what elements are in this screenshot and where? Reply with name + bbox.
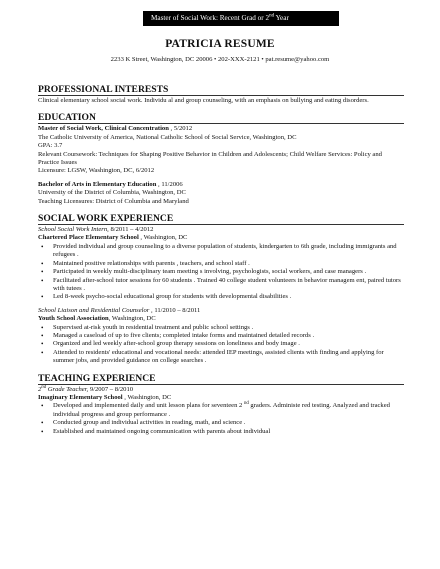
job2-role-line — [38, 307, 404, 315]
teach-role — [38, 386, 88, 393]
section-heading-interests: PROFESSIONAL INTERESTS — [38, 84, 404, 96]
msw-degree — [38, 125, 404, 133]
list-item: • Managed a caseload of up to five clients; completed intake forms and maintained detailed records . — [38, 332, 404, 340]
ba-school: University of the District of Columbia, Washington, DC — [38, 189, 186, 197]
interests-text: Clinical elementary school social work. Individu al and group counseling, with an emphasis on bullying and eating disorders. — [38, 97, 369, 104]
list-item: • Maintained positive relationships with parents , teachers, and school staff . — [38, 260, 404, 268]
msw-licensure: Licensure: LGSW, Washington, DC, 6/2012 — [38, 167, 155, 175]
resume-body — [38, 84, 404, 436]
job2-location: , Washington, DC — [108, 315, 156, 323]
list-item — [38, 402, 404, 419]
teach-bullets — [38, 402, 404, 436]
ba-degree — [38, 181, 404, 189]
job2-bullets — [38, 324, 404, 366]
teach-bullet1-sup: nd — [243, 401, 249, 407]
msw-coursework: Relevant Coursework: Techniques for Shaping Positive Behavior in Children and Adolescents; Child Welfare Services: Policy and Practice Issues — [38, 150, 382, 167]
teach-date: 9/2007 – 8/2010 — [88, 385, 134, 393]
job1-org-line — [38, 234, 404, 242]
job1-bullets — [38, 243, 404, 302]
teach-bullet1-b: graders. Administe red testing. Analyzed and tracked individual progress and group performance . — [53, 402, 390, 418]
banner-tail: Year — [274, 14, 289, 22]
job1-date: 8/2011 – 4/2012 — [108, 226, 154, 234]
contact-line: 2233 K Street, Washington, DC 20006 • 202-XXX-2121 • pat.resume@yahoo.com — [110, 56, 330, 63]
teach-role-number: 2 — [38, 385, 42, 393]
ba-licensure: Teaching Licensures: District of Columbia and Maryland — [38, 197, 189, 205]
job2-date: 11/2010 – 8/2011 — [152, 306, 201, 314]
job2-org-line — [38, 315, 404, 323]
msw-school: The Catholic University of America, National Catholic School of Social Service, Washington, DC — [38, 133, 297, 141]
section-heading-social-work: SOCIAL WORK EXPERIENCE — [38, 213, 404, 225]
teach-role-line — [38, 386, 404, 394]
section-heading-teaching: TEACHING EXPERIENCE — [38, 373, 404, 385]
list-item: • Led 8-week psycho-social educational group for students with developmental disabilities . — [38, 293, 404, 301]
job2-org: Youth School Association — [38, 315, 109, 323]
teach-role-text: Grade Teacher, — [46, 385, 89, 393]
teach-location: , Washington, DC — [122, 393, 172, 401]
ba-title: Bachelor of Arts in Elementary Education — [38, 180, 157, 188]
list-item: • Participated in weekly multi-disciplinary team meeting s involving, psychologists, social workers, and case managers . — [38, 268, 404, 276]
msw-gpa: GPA: 3.7 — [38, 142, 63, 150]
job1-location: , Washington, DC — [138, 234, 188, 242]
job1-role: School Social Work Intern, — [38, 226, 109, 234]
banner-superscript: nd — [269, 13, 275, 19]
list-item: • Conducted group and individual activities in reading, math, and science . — [38, 419, 404, 427]
list-item: • Supervised at-risk youth in residential treatment and public school settings . — [38, 324, 404, 332]
banner-text: Master of Social Work: Recent Grad or 2 — [151, 14, 270, 22]
ba-date: , 11/2006 — [156, 180, 183, 188]
list-item: • Facilitated after-school tutor sessions for 60 students . Trained 40 college student volunteers in behavior managem ent, paired tutors with tutees . — [38, 277, 404, 294]
job1-role-line — [38, 226, 404, 234]
list-item: • Organized and led weekly after-school group therapy sessions on loneliness and body image . — [38, 340, 404, 348]
teach-org: Imaginary Elementary School — [38, 393, 123, 401]
msw-date: , 5/2012 — [168, 125, 193, 133]
list-item: • Attended to residents' educational and vocational needs: attended IEP meetings, assisted clients with finding and applying for summer jobs, and provided guidance on college searches . — [38, 349, 404, 366]
teach-role-sup: nd — [41, 384, 47, 390]
msw-title: Master of Social Work, Clinical Concentration — [38, 125, 169, 133]
list-item: • Provided individual and group counseling to a diverse population of students, kindergarten to 6th grade, including immigrants and refugees . — [38, 243, 404, 260]
section-heading-education: EDUCATION — [38, 112, 404, 124]
resume-banner — [143, 11, 339, 26]
job1-org: Chartered Place Elementary School — [38, 234, 139, 242]
teach-bullet1-a: Developed and implemented daily and unit lesson plans for seventeen 2 — [53, 402, 244, 410]
resume-name: PATRICIA RESUME — [165, 38, 275, 50]
list-item: • Established and maintained ongoing communication with parents about individual — [38, 428, 404, 436]
job2-role: School Liaison and Residential Counselor , — [38, 306, 153, 314]
